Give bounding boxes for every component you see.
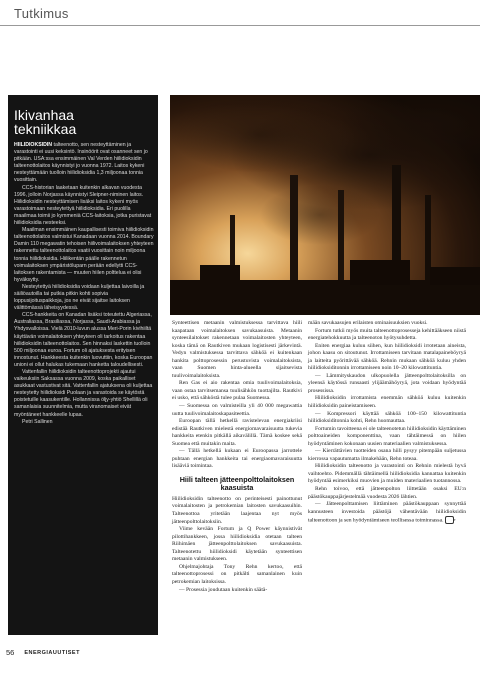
article-paragraph: — Tällä hetkellä kukaan ei Euroopassa jarrottele puhtaan energian hankkeita tai energiaomavaraisuutta lisääviä toimintaa. xyxy=(172,448,302,470)
sidebar-text: talteenotto, sen nesteyttäminen ja varastointi ei uusi keksintö. Insinöörit ovat osanneet sen jo pitkään. USA:ssa ensimmäinen Val Verden hiilidioksidin talteenottolaitos käynnistyi jo vuonna 1972. Laitos kykeni nesteyttämään tuolloin hiilidioksidia 1,3 miljoonaa tonnia vuosittain. xyxy=(14,142,148,184)
sidebar-paragraph: Nesteytettyä hiilidioksidia voidaan kuljettaa laivoilla ja säiliöautoilla tai putkia pitkin kohti sopivia loppusijoituspaikkoja, jos ne eivät sijaitse laitoksen välittömässä läheisyydessä. xyxy=(14,283,145,312)
article-paragraph: Fortumin tavoitteena ei ole talteenotetun hiilidioksidin käyttäminen polttoaineiden komponenttina, vaan tähtäimessä on hiilen hyödyntäminen kokonaan uusien materiaalien valmistuksessa. xyxy=(308,425,466,447)
article-paragraph: Synteettisen metaanin valmistuksessa tarvittava hiili kaapataan voimalaitoksen savukaasuista. Metaanin synteesilaitokset rakennetaan voimalaitosten yhteyteen, koska tämä on Rautkiven mukaan logistisesti järkevintä. Vedyn valmistuksessa tarvittava sähköä ei kuitenkaan hankita polttoprosessin perustuvista voimalaitoksista, vaan Suomen hinta-alueella sijaitsevista tuulivoimalaitoksista. xyxy=(172,320,302,379)
article-paragraph: — Suomessa on valmisteilla yli 40 000 megawattia uutta tuulivoimalaitoskapasiteettia. xyxy=(172,403,302,417)
article-paragraph: Ren Gas ei aio rakentaa omia tuulivoimalaitoksia, vaan ostaa tarvitsemansa tuulisähkön tuottajilta. Rautkivi ei usko, että sähköstä tulee pulaa Suomessa. xyxy=(172,380,302,402)
article-paragraph: Euroopan tällä hetkellä ravistelevan energiakriisi edistää Rautkiven mielestä energiomavaraisuutta tukevia hankkeita etenkin pitkällä aikavälillä. Tämä koskee sekä Suomea että muitakin maita. xyxy=(172,418,302,447)
smokestack-photo xyxy=(170,95,480,315)
magazine-brand: ENERGIAUUTISET xyxy=(24,649,80,656)
article-paragraph: Fortum tutkii myös muita talteenottoprosesseja kehittääkseen niistä energiatehokkuutta ja talteenoton hyötysuhdetta. xyxy=(308,327,466,342)
page-footer xyxy=(6,648,80,657)
sidebar-paragraph: CCS-historian laaketaan kuitenkin alkavan vuodesta 1996, jolloin Norjassa käynnistyi Sleipner-niminen laitos. Hiilidioksidin nesteyttämisen lisäksi laitos kykeni myös varastoimaan nesteytettyä hiilidioksidia. Eri puolilla maailmaa toimii jo kymmeniä CCS-laitoksia, jotka puristavat hiilidioksidia nesteeksi. xyxy=(14,184,152,227)
article-paragraph: — Lämmityskaudon ulkopuolella jätteenpolttolaitoksilla on yleensä käytössä runsaasti ylijäämähöyryä, jota voidaan hyödyntää prosessissa. xyxy=(308,372,466,394)
article-column-2 xyxy=(308,320,466,525)
article-paragraph: Hiilidioksidin talteenotto on perinteisesti painottunut voimalaitosten ja petrokemian laitosten savukaasuihin. Talteenottoa yritetään laajentaa nyt myös jätteenpolttolaitoksiin. xyxy=(172,495,302,525)
article-paragraph: Eniten energiaa kuluu siihen, kun hiilidioksidi irrotetaan aineista, johon kaasu on sitoutunut. Irrottamiseen tarvitaan matalapaineböyryä ja laitteita pyörittävää sähköä. Rehnin mukaan sähköä kuluu yhden hiilidioksiditonnin irrottamiseen noin 10–20 kilowattituntia. xyxy=(308,342,466,372)
article-paragraph: mään savukaasujen erilaisten ominaisuuksien vuoksi. xyxy=(308,320,428,326)
article-paragraph xyxy=(308,501,466,525)
photo-illustration xyxy=(170,95,480,315)
article-paragraph: — Kompressori käyttää sähköä 100–150 kilowattituntia hiilidioksiditonnia kohti, Rehn huomauttaa. xyxy=(308,410,466,425)
article-paragraph: Hiilidioksidin irrottamista enemmän sähköä kuluu kuitenkin hiilidioksidin paineistamiseen. xyxy=(308,395,466,410)
header-rule xyxy=(0,25,480,26)
sidebar-paragraph: Vattenfallin hiilidioksidin talteenottoprojekti ajautui vaikeuksiin Saksassa vuonna 2009, koska paikalliset asukkaat vastustivat sitä. Vattenfallin ajatuksena oli kuljettaa nesteytetty hiilidioksidi Puolaan ja varastoida se käytöstä poistetuille kaasukentille. Hollannissa öljy-yhtiö Shellillä oli samanlaisia suunnitelmia, mutta viranomaiset eivät myöntäneet hankkeelle lupaa. xyxy=(14,369,153,418)
article-paragraph: — Prosessia joudutaan kuitenkin säätä- xyxy=(179,586,268,593)
article-subheading: Hiili talteen jätteenpolttolaitoksen kaasuista xyxy=(179,474,295,493)
page-number: 56 xyxy=(6,648,15,657)
sidebar-author: Petri Sallinen xyxy=(22,418,53,425)
sidebar-title xyxy=(14,108,154,136)
sidebar-paragraph: Maailman ensimmäinen kaupallisesti toimiva hiilidioksidin talteenottolaitos valmistui Kanadaan vuonna 2014. Boundary Damin 110 megawatin tehoisen hiilivoimalaitoksen yhteyteen rakennettu talteenottolaitos vaatii vuosittain noin miljoona tonnia hiilidioksidia. Hiilikentän päälle rakennetun voimalaitoksen ympäristöluparn perään edellytti CCS-laitoksen rakentamista — muuten hiilen polttelua ei olisi hyväksytty. xyxy=(14,227,154,283)
sidebar-paragraph: CCS-hankkeita on Kanadan lisäksi toteutettu Algeriassa, Australiassa, Brasiliassa, Norjassa, Saudi-Arabiassa ja Yhdysvalloissa. Vielä 2010-luvun alussa Meri-Porin kivihiiltä käyttävän voimalaitoksen yhteyteen oli tarkoitus rakentaa hiilidioksidin talteenottolaitos. Sen hinnaksi laskettin tuolloin 500 miljoonaa euroa. Fortum oli ajatuksesta erityisen innostunut. Hankkeesta kuitenkin luovuttiin, koska Euroopan unioni ei ollut halukas tukemaan hanketta taloudellisesti. xyxy=(14,312,153,368)
sidebar-box xyxy=(8,95,158,635)
sidebar-paragraph xyxy=(14,142,154,185)
sidebar-title-line2: tekniikkaa xyxy=(14,121,77,137)
article-paragraph: Viime kevään Fortum ja Q Power käynnistivät pilottihankkeen, jossa hiilidioksidia otetaan talteen Riihimäen jätteenpolttolaitoksen savukaasuista. Talteenotettu hiilidioksidi käytetään synteettisen metaanin valmistukseen. xyxy=(172,526,302,563)
article-paragraph: Hiilidioksidin talteenotto ja varastointi on Rehnin mielestä hyvä vaihtoehto. Pidemmällä tähtäimellä hiilidioksidia kannattaa kuitenkin hyödyntää esimerkiksi muovien ja muiden materiaalien tuotannossa. xyxy=(308,463,466,485)
sidebar-lead: HIILIDIOKSIDIN xyxy=(14,142,53,148)
article-column-1 xyxy=(172,320,302,594)
article-final-text: — Jätteenpolttamisen liittäminen päästökauppaan synnyttää kannusteen investoida päästöjä vähentävään hiilidioksidin talteenottoon ja sen hyödyntämiseen teollisessa toiminnassa. xyxy=(308,501,466,524)
article-paragraph: Ohjelmajohtaja Tony Rehn kertoo, että talteenottoprosessi on pitkälti samanlainen kuin petrokemian laitoksissa. xyxy=(172,563,302,585)
sidebar-body xyxy=(14,142,154,426)
sidebar-title-line1: Ikivanhaa xyxy=(14,107,74,123)
end-mark-icon: e xyxy=(445,516,454,524)
article-paragraph: Rehn toivoo, että jätteenpolton liittetään osaksi EU:n päästökauppajärjestelmää vuodesta 2026 lähtien. xyxy=(308,486,466,500)
section-title: Tutkimus xyxy=(14,6,69,21)
article-paragraph: — Kierrättävien tuotteiden osana hiili pysyy pitempään suljetussa kierrossa vapautumatta ilmakehään, Rehn toteaa. xyxy=(308,448,466,462)
